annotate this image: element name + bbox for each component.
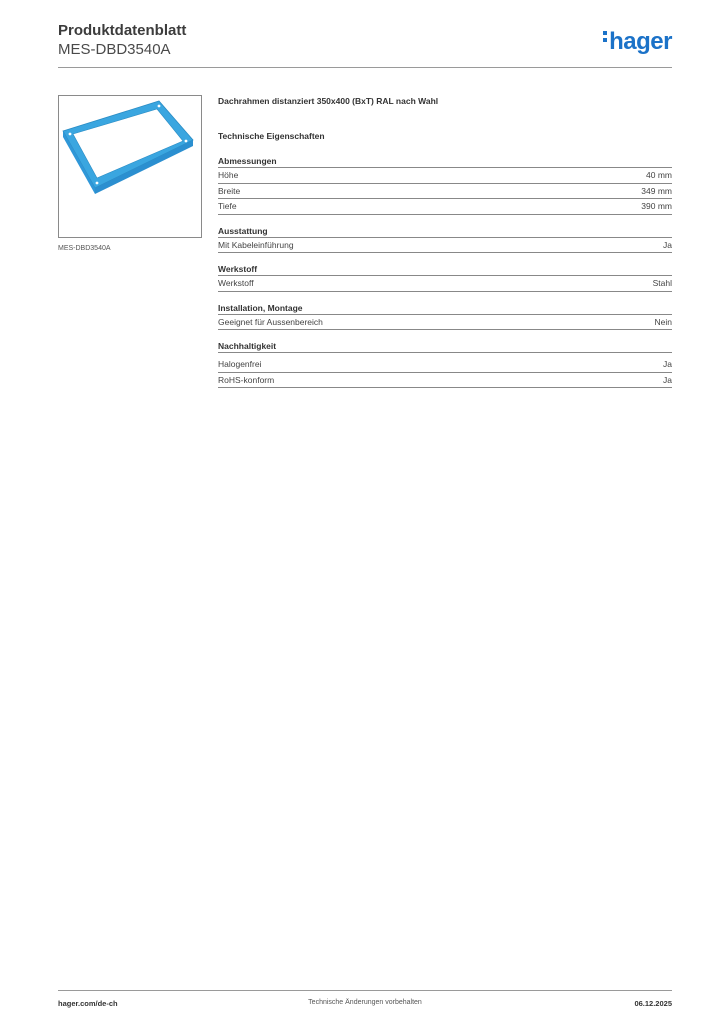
property-row: [218, 184, 672, 200]
property-label: Halogenfrei: [218, 359, 262, 369]
property-row: [218, 276, 672, 292]
product-image: [58, 95, 202, 238]
property-value: 40 mm: [646, 170, 672, 180]
property-value: Ja: [663, 359, 672, 369]
property-row: [218, 168, 672, 184]
logo-dots-icon: [603, 31, 607, 45]
document-subtitle: MES-DBD3540A: [58, 41, 171, 58]
product-description: Dachrahmen distanziert 350x400 (BxT) RAL nach Wahl: [218, 96, 439, 106]
section-werkstoff: [218, 264, 672, 292]
section-title: Installation, Montage: [218, 303, 672, 315]
section-title: Werkstoff: [218, 264, 672, 276]
property-value: 349 mm: [641, 185, 672, 196]
property-label: Höhe: [218, 170, 239, 180]
image-caption: MES-DBD3540A: [58, 245, 111, 252]
property-value: Ja: [663, 374, 672, 385]
document-title: Produktdatenblatt: [58, 22, 187, 39]
section-installation: [218, 303, 672, 331]
property-label: Mit Kabeleinführung: [218, 239, 294, 250]
property-label: RoHS-konform: [218, 374, 275, 385]
property-label: Breite: [218, 185, 241, 196]
product-details: [218, 96, 672, 388]
property-value: Nein: [654, 316, 672, 327]
roof-frame-icon: [59, 96, 201, 237]
footer-divider: [58, 990, 672, 991]
section-ausstattung: [218, 226, 672, 254]
page-header: [58, 22, 672, 68]
property-label: Geeignet für Aussenbereich: [218, 316, 323, 327]
section-title: Ausstattung: [218, 226, 672, 238]
properties-heading: Technische Eigenschaften: [218, 131, 325, 141]
hager-logo: [603, 28, 672, 56]
logo-text: hager: [609, 28, 672, 55]
footer-website-link[interactable]: hager.com/de-ch: [58, 999, 118, 1008]
property-value: Ja: [663, 239, 672, 250]
header-divider: [58, 67, 672, 68]
property-row: [218, 357, 672, 373]
footer-date: 06.12.2025: [634, 999, 672, 1008]
property-row: [218, 238, 672, 254]
section-nachhaltigkeit: [218, 341, 672, 388]
property-row: [218, 315, 672, 331]
property-label: Tiefe: [218, 201, 237, 211]
footer-notice: Technische Änderungen vorbehalten: [308, 999, 422, 1006]
property-label: Werkstoff: [218, 278, 254, 288]
property-row: [218, 199, 672, 215]
property-value: 390 mm: [641, 201, 672, 211]
section-abmessungen: [218, 156, 672, 215]
property-value: Stahl: [652, 278, 672, 288]
section-title: Abmessungen: [218, 156, 672, 168]
property-row: [218, 373, 672, 389]
section-title: Nachhaltigkeit: [218, 341, 672, 353]
